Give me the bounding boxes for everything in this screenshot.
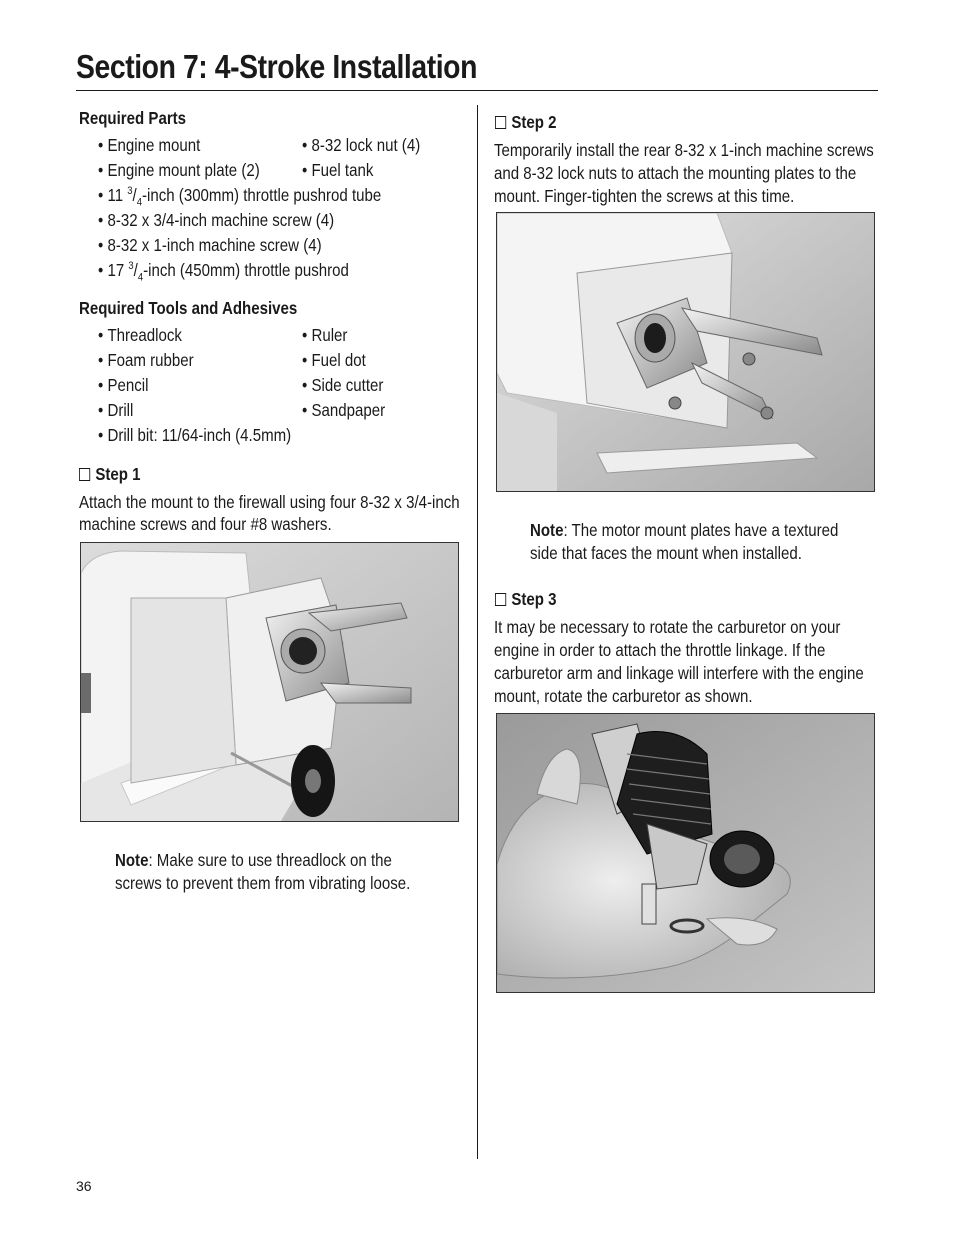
list-item: • Ruler: [302, 325, 347, 346]
step3-text-line: engine in order to attach the throttle linkage. If the: [494, 640, 826, 660]
title-rule: [76, 90, 878, 91]
list-item: • Fuel dot: [302, 350, 366, 371]
list-item: • 8-32 x 1-inch machine screw (4): [98, 235, 322, 256]
step2-note: Note: The motor mount plates have a textured: [530, 520, 839, 540]
mounting-plates-illustration: [497, 213, 874, 491]
step2-text-line: Temporarily install the rear 8-32 x 1-inch machine screws: [494, 140, 874, 160]
step1-text-line: machine screws and four #8 washers.: [79, 514, 332, 534]
checkbox-icon[interactable]: [495, 116, 506, 129]
step1-photo: [80, 542, 459, 822]
list-item: • 8-32 lock nut (4): [302, 135, 420, 156]
list-item-pushrod-tube: • 11 $^3/_4$-inch (300mm) throttle pushrod tube: [98, 185, 381, 206]
step3-text-line: carburetor arm and linkage will interfere with the engine: [494, 663, 864, 683]
list-item: • Engine mount plate (2): [98, 160, 260, 181]
engine-in-hand-illustration: [497, 714, 874, 992]
page-number: 36: [76, 1178, 92, 1194]
list-item: • 8-32 x 3/4-inch machine screw (4): [98, 210, 334, 231]
step2-photo: [496, 212, 875, 492]
checkbox-icon[interactable]: [495, 593, 506, 606]
required-parts-heading: Required Parts: [79, 108, 187, 128]
step1-heading[interactable]: Step 1: [79, 464, 141, 485]
list-item: • Threadlock: [98, 325, 182, 346]
list-item: • Drill bit: 11/64-inch (4.5mm): [98, 425, 291, 446]
step2-text-line: and 8-32 lock nuts to attach the mounting plates to the: [494, 163, 857, 183]
step3-photo: [496, 713, 875, 993]
column-divider: [477, 105, 478, 1159]
list-item: • Sandpaper: [302, 400, 385, 421]
list-item: • Engine mount: [98, 135, 200, 156]
engine-mount-on-firewall-illustration: [81, 543, 458, 821]
step1-text-line: Attach the mount to the firewall using four 8-32 x 3/4-inch: [79, 492, 460, 512]
step2-heading[interactable]: Step 2: [495, 112, 557, 133]
step3-text-line: It may be necessary to rotate the carburetor on your: [494, 617, 841, 637]
step2-text-line: mount. Finger-tighten the screws at this time.: [494, 186, 795, 206]
list-item: • Foam rubber: [98, 350, 194, 371]
step2-note-line: side that faces the mount when installed.: [530, 543, 802, 563]
list-item: • Pencil: [98, 375, 148, 396]
required-tools-heading: Required Tools and Adhesives: [79, 298, 298, 318]
checkbox-icon[interactable]: [79, 468, 90, 481]
list-item-pushrod: • 17 $^3/_4$-inch (450mm) throttle pushrod: [98, 260, 349, 281]
list-item: • Fuel tank: [302, 160, 373, 181]
step3-text-line: mount, rotate the carburetor as shown.: [494, 686, 753, 706]
step1-note-line: screws to prevent them from vibrating loose.: [115, 873, 411, 893]
step1-note: Note: Make sure to use threadlock on the: [115, 850, 392, 870]
list-item: • Side cutter: [302, 375, 383, 396]
section-title: Section 7: 4-Stroke Installation: [76, 48, 478, 85]
list-item: • Drill: [98, 400, 133, 421]
step3-heading[interactable]: Step 3: [495, 589, 557, 610]
